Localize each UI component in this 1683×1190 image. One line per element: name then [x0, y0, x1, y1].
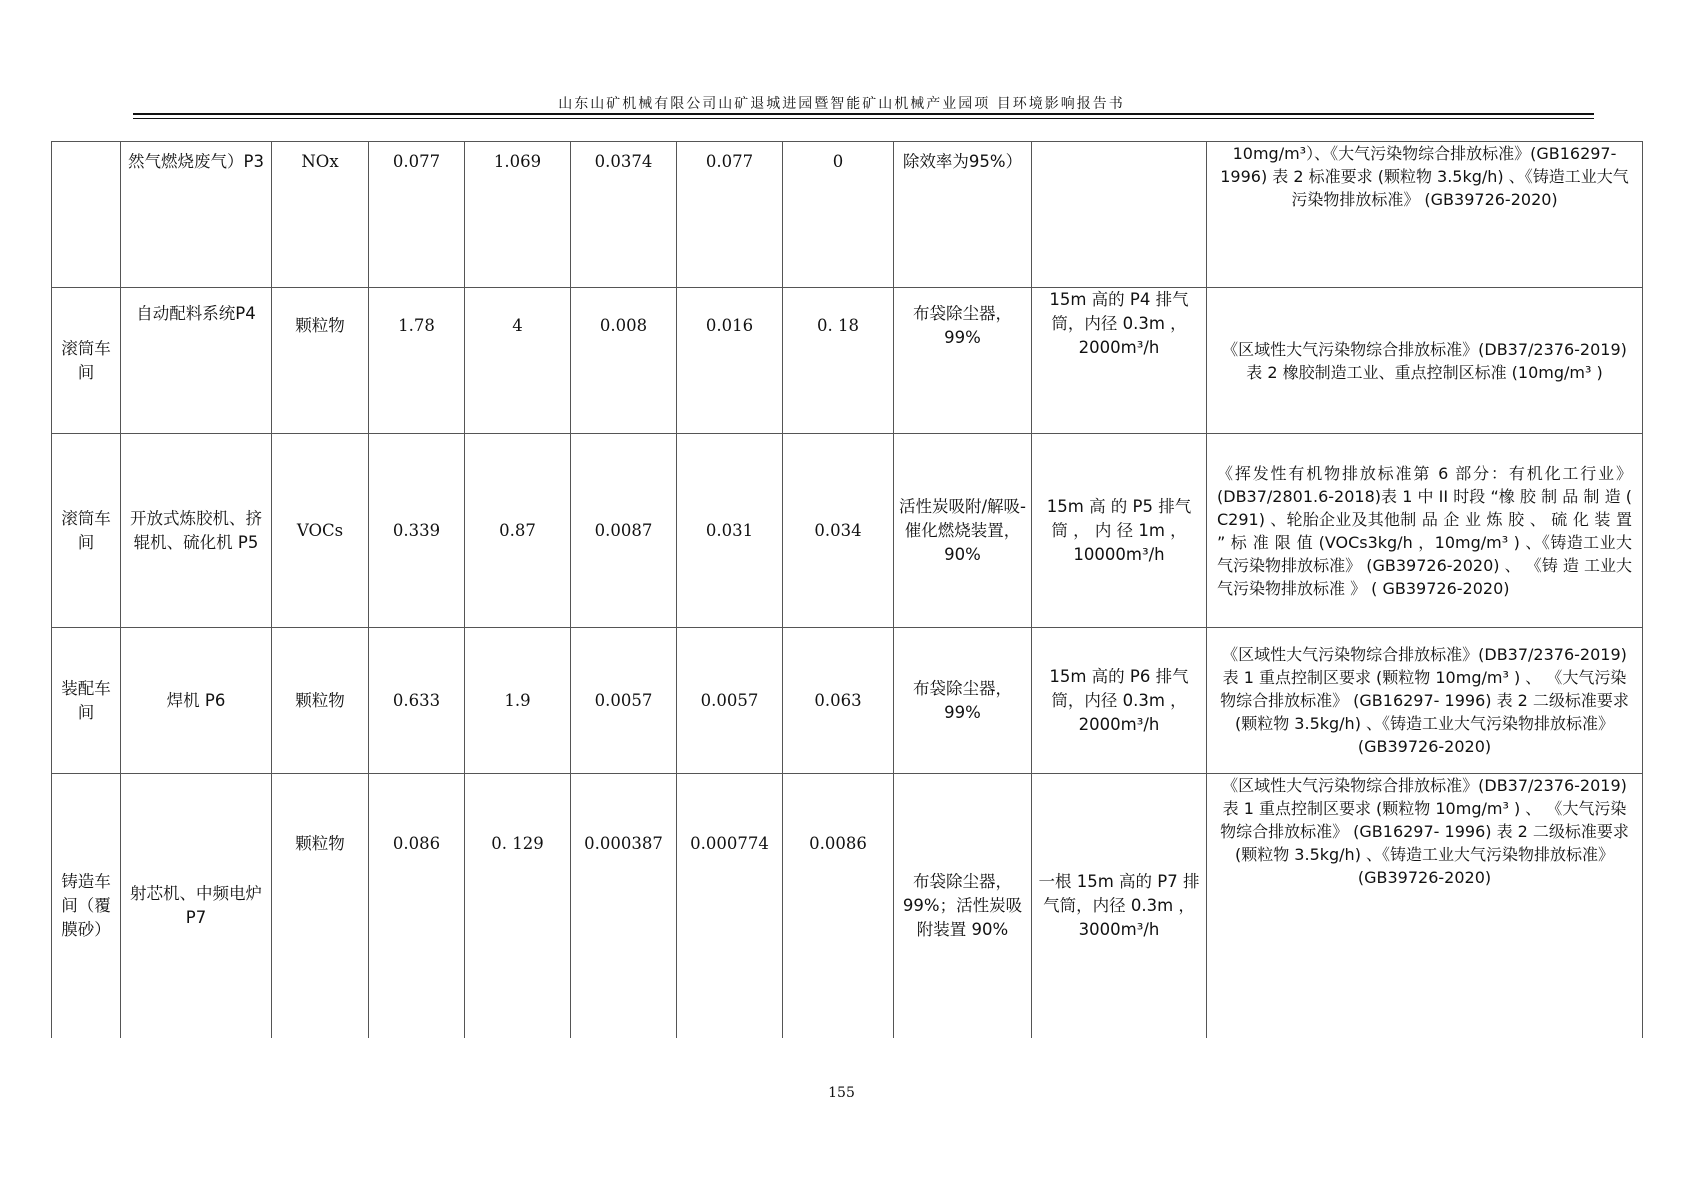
treatment-measure-cell: 除效率为95%）	[894, 142, 1032, 288]
treatment-measure-cell: 布袋除尘器，99%	[894, 288, 1032, 434]
standard-cell: 《挥发性有机物排放标准第 6 部分：有机化工行业》(DB37/2801.6-2018)表 1 中 II 时段 “橡 胶 制 品 制 造 ( C291) 、轮胎企业及其他制 品 企 业 炼 胶 、 硫 化 装 置 ” 标 准 限 值 (VOCs3kg/h ，10mg/m³ ) 、《铸造工业大气污染物排放标准》 (GB39726-2020) 、 《铸 造 工业大气污染物排放标准 》 ( GB39726-2020)	[1207, 434, 1643, 628]
standard-cell: 《区域性大气污染物综合排放标准》(DB37/2376-2019) 表 2 橡胶制造工业、重点控制区标准 (10mg/m³ )	[1207, 288, 1643, 434]
value-cell: 0.077	[677, 142, 783, 288]
pollutant-cell: 颗粒物	[272, 288, 369, 434]
workshop-cell: 滚筒车间	[52, 434, 121, 628]
page-number: 155	[828, 1085, 855, 1101]
value-cell: 0.0086	[783, 774, 894, 1038]
emission-source-cell: 焊机 P6	[121, 628, 272, 774]
table-row	[52, 628, 1643, 774]
treatment-measure-cell: 布袋除尘器，99%；活性炭吸附装置 90%	[894, 774, 1032, 1038]
header-rule-thin	[133, 118, 1594, 119]
standard-cell: 《区域性大气污染物综合排放标准》(DB37/2376-2019) 表 1 重点控制区要求 (颗粒物 10mg/m³ ) 、 《大气污染物综合排放标准》 (GB16297- 1996) 表 2 二级标准要求 (颗粒物 3.5kg/h) 、《铸造工业大气污染物排放标准》 (GB39726-2020)	[1207, 628, 1643, 774]
value-cell: 0.008	[571, 288, 677, 434]
value-cell: 0.063	[783, 628, 894, 774]
table-row	[52, 774, 1643, 1038]
value-cell: 1.9	[465, 628, 571, 774]
value-cell: 1.069	[465, 142, 571, 288]
value-cell: 0.0057	[677, 628, 783, 774]
emission-source-cell: 然气燃烧废气）P3	[121, 142, 272, 288]
table-row	[52, 142, 1643, 288]
emissions-table	[51, 141, 1643, 1038]
value-cell: 0.000387	[571, 774, 677, 1038]
value-cell: 0.034	[783, 434, 894, 628]
value-cell: 0.0374	[571, 142, 677, 288]
stack-cell: 15m 高 的 P5 排气 筒 ， 内 径 1m ，10000m³/h	[1032, 434, 1207, 628]
value-cell: 0. 18	[783, 288, 894, 434]
standard-cell: 《区域性大气污染物综合排放标准》(DB37/2376-2019) 表 1 重点控制区要求 (颗粒物 10mg/m³ ) 、 《大气污染物综合排放标准》 (GB16297- 1996) 表 2 二级标准要求 (颗粒物 3.5kg/h) 、《铸造工业大气污染物排放标准》 (GB39726-2020)	[1207, 774, 1643, 1038]
treatment-measure-cell: 活性炭吸附/解吸-催化燃烧装置，90%	[894, 434, 1032, 628]
pollutant-cell: 颗粒物	[272, 774, 369, 1038]
document-header-title: 山东山矿机械有限公司山矿退城进园暨智能矿山机械产业园项 目环境影响报告书	[558, 96, 1125, 112]
pollutant-cell: VOCs	[272, 434, 369, 628]
value-cell: 0.077	[369, 142, 465, 288]
workshop-cell	[52, 142, 121, 288]
standard-cell: 10mg/m³）、《大气污染物综合排放标准》(GB16297- 1996) 表 2 标准要求 (颗粒物 3.5kg/h) 、《铸造工业大气污染物排放标准》 (GB39726-2020)	[1207, 142, 1643, 288]
header-rule-thick	[133, 113, 1594, 115]
value-cell: 0.031	[677, 434, 783, 628]
value-cell: 0.086	[369, 774, 465, 1038]
table-row	[52, 288, 1643, 434]
value-cell: 0. 129	[465, 774, 571, 1038]
stack-cell	[1032, 142, 1207, 288]
workshop-cell: 铸造车间（覆膜砂）	[52, 774, 121, 1038]
value-cell: 0.0087	[571, 434, 677, 628]
pollutant-cell: 颗粒物	[272, 628, 369, 774]
value-cell: 0.0057	[571, 628, 677, 774]
pollutant-cell: NOx	[272, 142, 369, 288]
workshop-cell: 滚筒车间	[52, 288, 121, 434]
stack-cell: 15m 高的 P4 排气筒，内径 0.3m ，2000m³/h	[1032, 288, 1207, 434]
stack-cell: 一根 15m 高的 P7 排气筒，内径 0.3m ，3000m³/h	[1032, 774, 1207, 1038]
emission-source-cell: 射芯机、中频电炉 P7	[121, 774, 272, 1038]
value-cell: 0	[783, 142, 894, 288]
value-cell: 1.78	[369, 288, 465, 434]
stack-cell: 15m 高的 P6 排气筒，内径 0.3m ，2000m³/h	[1032, 628, 1207, 774]
value-cell: 0.000774	[677, 774, 783, 1038]
emission-source-cell: 开放式炼胶机、挤辊机、硫化机 P5	[121, 434, 272, 628]
workshop-cell: 装配车间	[52, 628, 121, 774]
value-cell: 0.016	[677, 288, 783, 434]
value-cell: 4	[465, 288, 571, 434]
treatment-measure-cell: 布袋除尘器，99%	[894, 628, 1032, 774]
value-cell: 0.339	[369, 434, 465, 628]
emission-source-cell: 自动配料系统P4	[121, 288, 272, 434]
value-cell: 0.87	[465, 434, 571, 628]
table-row	[52, 434, 1643, 628]
value-cell: 0.633	[369, 628, 465, 774]
